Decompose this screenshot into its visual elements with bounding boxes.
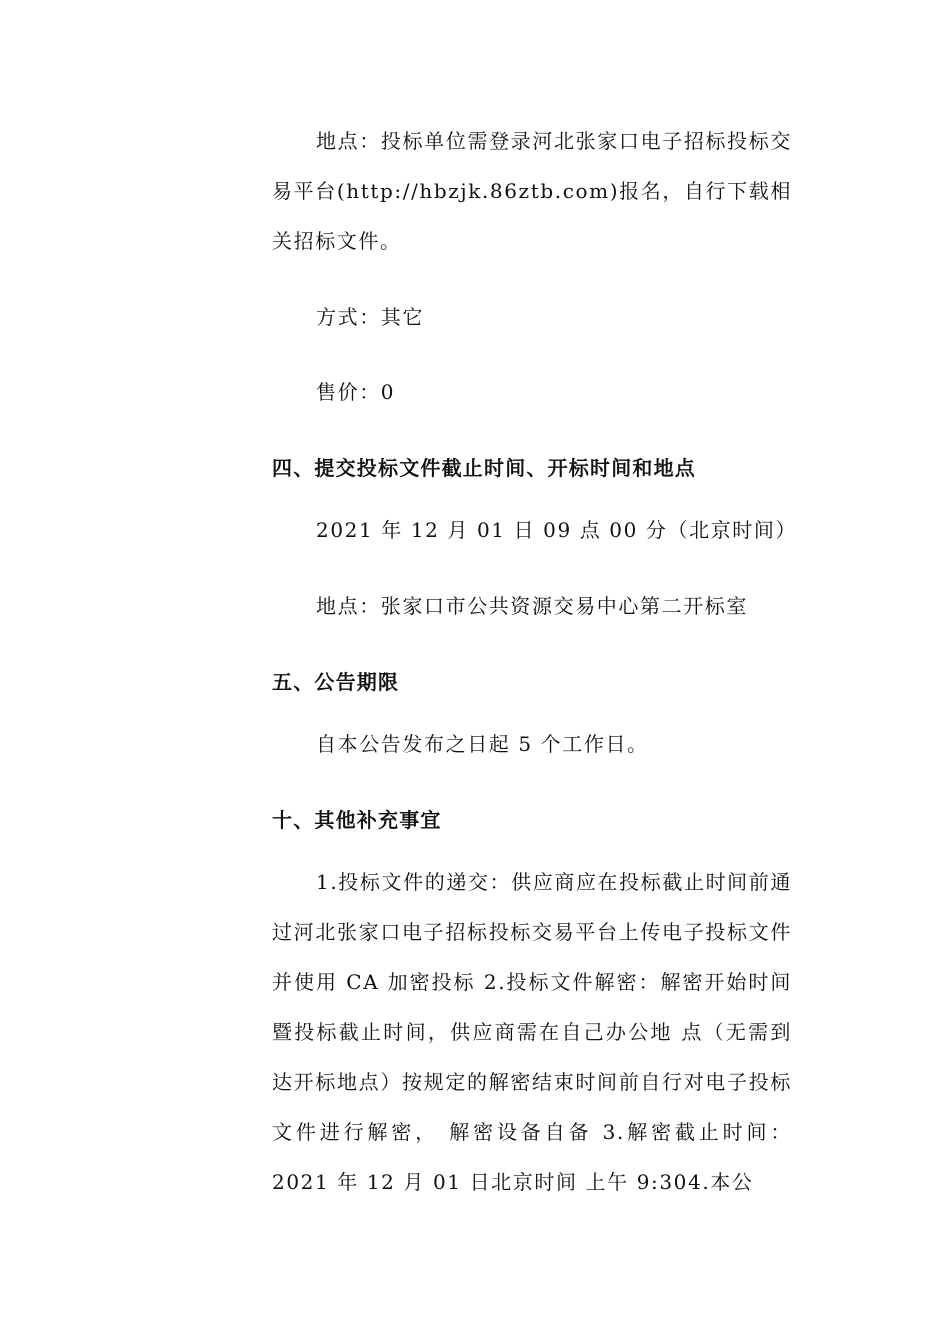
paragraph-other-matters: 1.投标文件的递交：供应商应在投标截止时间前通过河北张家口电子招标投标交易平台上传电子投标文件并使用 CA 加密投标 2.投标文件解密：解密开始时间暨投标截止时间，供应商需在自己办公地 点（无需到达开标地点）按规定的解密结束时间前自行对电子投标文件进行解密， 解密设备自备 3.解密截止时间：2021 年 12 月 01 日北京时间 上午 9:304.本公 — [272, 870, 792, 1194]
paragraph-method: 方式：其它 — [316, 305, 424, 329]
paragraph-deadline: 2021 年 12 月 01 日 09 点 00 分（北京时间） — [316, 518, 798, 542]
section-heading-4: 四、提交投标文件截止时间、开标时间和地点 — [272, 456, 696, 480]
section-heading-5: 五、公告期限 — [272, 670, 400, 694]
paragraph-doc-location: 地点：投标单位需登录河北张家口电子招标投标交易平台(http://hbzjk.86ztb.com)报名，自行下载相关招标文件。 — [272, 129, 792, 253]
paragraph-price: 售价：0 — [316, 380, 396, 404]
paragraph-opening-location: 地点：张家口市公共资源交易中心第二开标室 — [316, 594, 748, 618]
paragraph-announcement-period: 自本公告发布之日起 5 个工作日。 — [316, 732, 649, 756]
section-heading-10: 十、其他补充事宜 — [272, 808, 442, 832]
